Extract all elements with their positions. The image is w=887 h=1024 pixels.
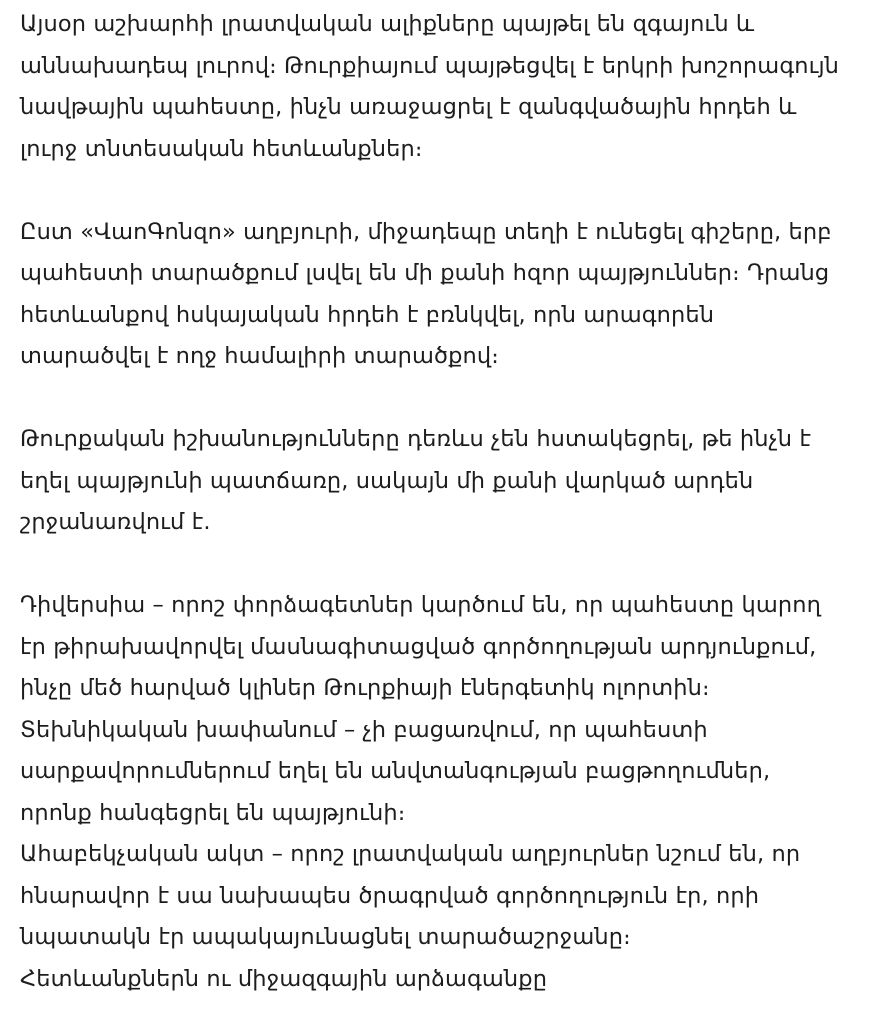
- paragraph-terror-act: [20, 834, 880, 959]
- text-line: հետևանքով հսկայական հրդեհ է բռնկվել, որն արագորեն: [20, 301, 715, 328]
- text-line: որոնք հանգեցրել են պայթյունի։: [20, 799, 406, 826]
- paragraph-intro: [20, 4, 880, 170]
- text-line: հնարավոր է սա նախապես ծրագրված գործողություն էր, որի: [20, 882, 760, 909]
- text-line: ինչը մեծ հարված կլիներ Թուրքիայի էներգետիկ ոլորտին։: [20, 675, 710, 701]
- text-line: Հետևանքներն ու միջազգային արձագանքը: [20, 965, 548, 992]
- text-line: տարածվել է ողջ համալիրի տարածքով։: [20, 343, 499, 369]
- text-line: Այսօր աշխարհի լրատվական ալիքները պայթել են զգայուն և: [20, 11, 755, 37]
- text-line: սարքավորումներում եղել են անվտանգության բացթողումներ,: [20, 758, 771, 784]
- paragraph-source: [20, 212, 880, 378]
- text-line: Տեխնիկական խափանում – չի բացառվում, որ պահեստի: [20, 716, 708, 743]
- paragraph-sabotage: [20, 585, 880, 710]
- section-heading-consequences: [20, 959, 880, 1001]
- text-line: Ահաբեկչական ակտ – որոշ լրատվական աղբյուրներ նշում են, որ: [20, 841, 801, 867]
- text-line: պահեստի տարածքում լսվել են մի քանի հզոր պայթյուններ։ Դրանց: [20, 260, 830, 286]
- paragraph-technical-failure: [20, 710, 880, 835]
- text-line: նպատակն էր ապակայունացնել տարածաշրջանը։: [20, 924, 631, 950]
- text-line: նավթային պահեստը, ինչն առաջացրել է զանգվածային հրդեհ և: [20, 94, 797, 120]
- text-line: աննախադեպ լուրով։ Թուրքիայում պայթեցվել է երկրի խոշորագույն: [20, 52, 840, 79]
- text-line: Թուրքական իշխանությունները դեռևս չեն հստակեցրել, թե ինչն է: [20, 426, 812, 452]
- text-line: Ըստ «ՎաոԳոնզո» աղբյուրի, միջադեպը տեղի է ունեցել գիշերը, երբ: [20, 218, 832, 245]
- paragraph-causes-intro: [20, 419, 880, 544]
- text-line: էր թիրախավորվել մասնագիտացված գործողության արդյունքում,: [20, 633, 817, 660]
- article-body: [20, 0, 880, 1000]
- text-line: լուրջ տնտեսական հետևանքներ։: [20, 135, 423, 162]
- text-line: շրջանառվում է.: [20, 509, 211, 535]
- text-line: Դիվերսիա – որոշ փորձագետներ կարծում են, որ պահեստը կարող: [20, 592, 821, 618]
- text-line: եղել պայթյունի պատճառը, սակայն մի քանի վարկած արդեն: [20, 467, 754, 494]
